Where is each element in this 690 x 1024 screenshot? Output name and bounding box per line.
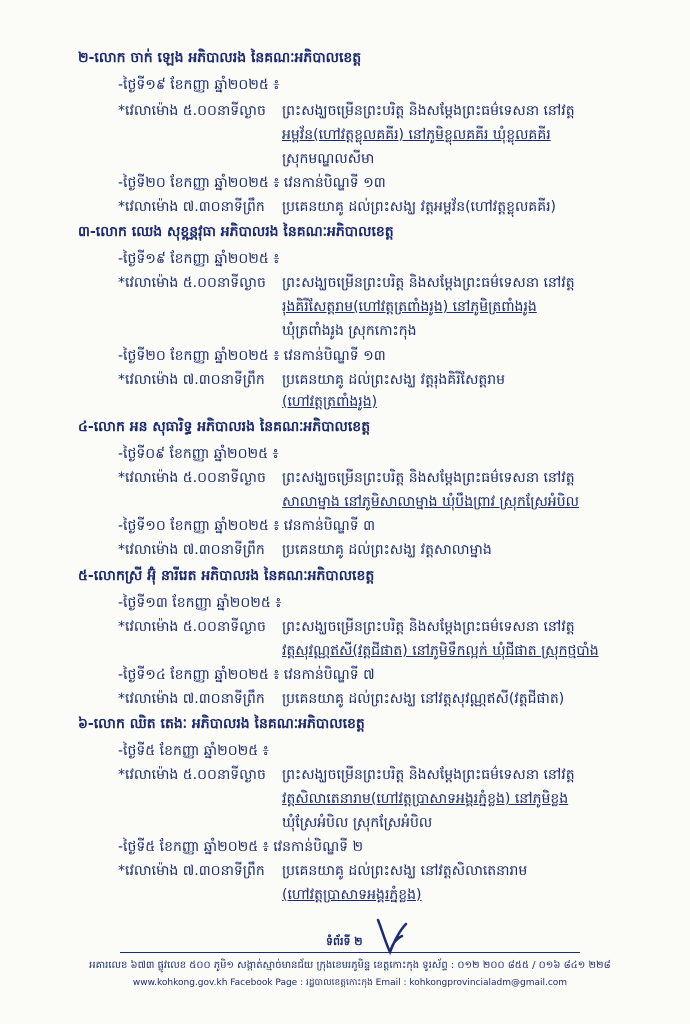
page-number: ទំព័រទី ២: [326, 935, 363, 948]
activity-text: វត្តសុវណ្ណឥសី(វត្តជីផាត) នៅភូមិទឹកល្អក់ ឃុំជីផាត ស្រុកថ្មបាំង: [282, 643, 599, 659]
date-line: -ថ្ងៃទី១៤ ខែកញ្ញា ឆ្នាំ២០២៥ ៖ វេនកាន់បិណ្ឌទី ៧: [118, 667, 375, 683]
activity-text: ប្រគេនយាគូ ដល់ព្រះសង្ឃ នៅវត្តសុវណ្ណឥសី(វត្តជីផាត): [282, 691, 565, 707]
section-heading: ២-លោក ចាក់ ឡេង អភិបាលរង នៃគណៈអភិបាលខេត្ត: [78, 50, 362, 66]
date-line: -ថ្ងៃទី១៩ ខែកញ្ញា ឆ្នាំ២០២៥ ៖: [118, 77, 280, 93]
signature-mark: [372, 916, 412, 956]
footer-divider: [120, 952, 580, 953]
activity-text: ប្រគេនយាគូ ដល់ព្រះសង្ឃ វត្តសាលាម្នាង: [282, 542, 492, 558]
activity-text: ព្រះសង្ឃចម្រើនព្រះបរិត្ត និងសម្ដែងព្រះធម៌ទេសនា នៅវត្ត: [282, 619, 575, 635]
date-line: -ថ្ងៃទី២០ ខែកញ្ញា ឆ្នាំ២០២៥ ៖ វេនកាន់បិណ្ឌទី ១៣: [118, 175, 386, 191]
section-heading: ៣-លោក ឈេង សុខុន្ណវុធា អភិបាលរង នៃគណៈអភិបាលខេត្ត: [78, 224, 394, 240]
time-line: *វេលាម៉ោង ៧.៣០នាទីព្រឹក: [118, 372, 265, 388]
section-heading: ៦-លោក ឈិត តេងៈ អភិបាលរង នៃគណៈអភិបាលខេត្ត: [78, 716, 365, 732]
section-heading: ៤-លោក អន សុធារិទ្ធ អភិបាលរង នៃគណៈអភិបាលខេត្ត: [78, 419, 371, 435]
footer-contacts: www.kohkong.gov.kh Facebook Page : រដ្ឋបាលខេត្តកោះកុង Email : kohkongprovincialadm@gmail.com: [132, 978, 568, 988]
time-line: *វេលាម៉ោង ៧.៣០នាទីព្រឹក: [118, 691, 265, 707]
activity-text: ប្រគេនយាគូ ដល់ព្រះសង្ឃ វត្តរុងគិរីសែត្តរាម: [282, 372, 506, 388]
time-line: *វេលាម៉ោង ៥.០០នាទីល្ងាច: [118, 619, 266, 635]
time-line: *វេលាម៉ោង ៧.៣០នាទីព្រឹក: [118, 199, 265, 215]
activity-text: ប្រគេនយាគូ ដល់ព្រះសង្ឃ នៅវត្តសិលាតេនារាម: [282, 863, 528, 879]
activity-text: (ហៅវត្តប្រាសាទអង្គរភ្នំខ្លង): [282, 887, 422, 903]
date-line: -ថ្ងៃទី១៩ ខែកញ្ញា ឆ្នាំ២០២៥ ៖: [118, 251, 280, 267]
date-line: -ថ្ងៃទី១៣ ខែកញ្ញា ឆ្នាំ២០២៥ ៖: [118, 595, 282, 611]
activity-text: វត្តសិលាតេនារាម(ហៅវត្តប្រាសាទអង្គរភ្នំខ្លង) នៅភូមិខ្លង: [282, 791, 569, 807]
activity-text: ព្រះសង្ឃចម្រើនព្រះបរិត្ត និងសម្ដែងព្រះធម៌ទេសនា នៅវត្ត: [282, 767, 575, 783]
date-line: -ថ្ងៃទី៥ ខែកញ្ញា ឆ្នាំ២០២៥ ៖: [118, 743, 269, 759]
time-line: *វេលាម៉ោង ៥.០០នាទីល្ងាច: [118, 767, 266, 783]
activity-text: ព្រះសង្ឃចម្រើនព្រះបរិត្ត និងសម្ដែងព្រះធម៌ទេសនា នៅវត្ត: [282, 103, 575, 119]
date-line: -ថ្ងៃទី១០ ខែកញ្ញា ឆ្នាំ២០២៥ ៖ វេនកាន់បិណ្ឌទី ៣: [118, 518, 376, 534]
activity-text: ប្រគេនយាគូ ដល់ព្រះសង្ឃ វត្តអម្ពវ័ន(ហៅវត្តខ្លុលគគីរ): [282, 199, 556, 215]
activity-text: រុងគិរីសែត្តរាម(ហៅវត្តត្រពាំងរូង) នៅភូមិត្រពាំងរូង: [282, 299, 537, 315]
time-line: *វេលាម៉ោង ៥.០០នាទីល្ងាច: [118, 470, 266, 486]
activity-text: ស្រុកមណ្ឌលសីមា: [282, 151, 375, 167]
time-line: *វេលាម៉ោង ៥.០០នាទីល្ងាច: [118, 275, 266, 291]
time-line: *វេលាម៉ោង ៥.០០នាទីល្ងាច: [118, 103, 266, 119]
time-line: *វេលាម៉ោង ៧.៣០នាទីព្រឹក: [118, 542, 265, 558]
time-line: *វេលាម៉ោង ៧.៣០នាទីព្រឹក: [118, 863, 265, 879]
activity-text: អម្ពវ័ន(ហៅវត្តខ្លុលគគីរ) នៅភូមិខ្លុលគគីរ ឃុំខ្លុលគគីរ: [282, 127, 551, 143]
date-line: -ថ្ងៃទី០៩ ខែកញ្ញា ឆ្នាំ២០២៥ ៖: [118, 446, 279, 462]
activity-text: ឃុំស្រែអំបិល ស្រុកស្រែអំបិល: [282, 815, 433, 831]
activity-text: ព្រះសង្ឃចម្រើនព្រះបរិត្ត និងសម្ដែងព្រះធម៌ទេសនា នៅវត្ត: [282, 275, 575, 291]
section-heading: ៥-លោកស្រី អ៊ុំ នារីរេត អភិបាលរង នៃគណៈអភិបាលខេត្ត: [78, 568, 375, 584]
footer-address: អគារលេខ ៦៧៣ ផ្លូវលេខ ៥០០ ភូមិ១ សង្កាត់ស្មាច់មានជ័យ ក្រុងខេមរភូមិន្ទ ខេត្តកោះកុង ទូរស័ព្ទ : ០១២ ២០០ ៨៥៥ / ០១៦ ៨៤១ ២២៨: [89, 960, 611, 971]
activity-text: ឃុំត្រពាំងរូង ស្រុកកោះកុង: [282, 323, 417, 339]
activity-text: ព្រះសង្ឃចម្រើនព្រះបរិត្ត និងសម្ដែងព្រះធម៌ទេសនា នៅវត្ត: [282, 470, 575, 486]
date-line: -ថ្ងៃទី២០ ខែកញ្ញា ឆ្នាំ២០២៥ ៖ វេនកាន់បិណ្ឌទី ១៣: [118, 348, 386, 364]
activity-text: សាលាម្នាង នៅភូមិសាលាម្នាង ឃុំបឹងព្រាវ ស្រុកស្រែអំបិល: [282, 494, 579, 510]
date-line: -ថ្ងៃទី៥ ខែកញ្ញា ឆ្នាំ២០២៥ ៖ វេនកាន់បិណ្ឌទី ២: [118, 839, 364, 855]
activity-text: (ហៅវត្តត្រពាំងរូង): [282, 394, 378, 410]
